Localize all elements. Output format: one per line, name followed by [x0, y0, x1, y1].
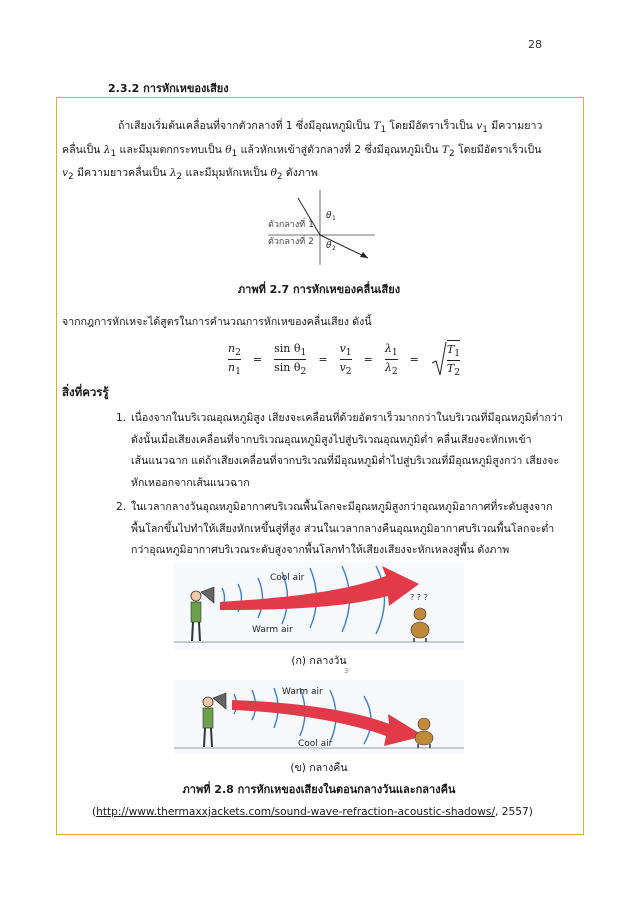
fraction-bar: [228, 359, 241, 360]
fraction-n: [228, 342, 241, 377]
figure-2-8-caption: ภาพที่ 2.8 การหักเหของเสียงในตอนกลางวันและกลางคืน: [182, 783, 456, 796]
night-caption: (ข) กลางคืน: [290, 762, 348, 774]
intro-text: และมีมุมหักเหเป็น: [182, 167, 271, 179]
intro-text: และมีมุมตกกระทบเป็น: [116, 144, 226, 156]
equals-sign: =: [363, 352, 373, 366]
night-illustration: [174, 680, 464, 754]
fraction-sin: [274, 342, 306, 377]
item-1-text: [131, 408, 586, 494]
equals-sign: =: [318, 352, 328, 366]
subscript: 2: [391, 365, 398, 377]
item-1-line: เส้นแนวฉาก แต่ถ้าเสียงเคลื่อนที่จากบริเวณที่มีอุณหภูมิต่ำไปสู่บริเวณที่มีอุณหภูมิสูงกว่า เสียงจะ: [131, 455, 560, 467]
day-bottom-label: Warm air: [252, 625, 293, 635]
n1: n: [228, 360, 236, 374]
symbol-theta2: θ: [270, 167, 277, 179]
should-know-heading: สิ่งที่ควรรู้: [62, 385, 109, 399]
T1: T: [446, 343, 455, 356]
equals-sign: =: [409, 352, 419, 366]
sqrt-icon: [431, 341, 447, 377]
subscript: 1: [482, 125, 488, 136]
fraction-bar: [340, 359, 352, 360]
subscript: 2: [448, 149, 455, 160]
daytime-illustration: [174, 562, 464, 650]
page-number: 28: [528, 38, 542, 51]
item-1-line: หักเหออกจากเส้นแนวฉาก: [131, 476, 250, 489]
night-bottom-label: Cool air: [298, 739, 333, 749]
subscript: 1: [110, 149, 117, 160]
refraction-formula: [228, 340, 460, 378]
subscript: 2: [176, 172, 183, 183]
subscript: 1: [380, 125, 387, 136]
subscript: 2: [300, 365, 307, 377]
item-2-number: 2.: [116, 501, 127, 513]
item-1-line: ดังนั้นเมื่อเสียงเคลื่อนที่จากบริเวณอุณหภูมิสูงไปสู่บริเวณอุณหภูมิต่ำ คลื่นเสียงจะหักเหเข้า: [131, 433, 532, 446]
fraction-T: [447, 340, 460, 378]
v2: v: [339, 360, 346, 374]
night-top-label: Warm air: [282, 687, 323, 697]
intro-text: มีความยาวคลื่นเป็น: [73, 167, 170, 179]
fraction-v: [340, 342, 352, 377]
intro-text: โดยมีอัตราเร็วเป็น: [454, 144, 542, 156]
lambda2: λ: [384, 360, 392, 374]
subscript: 2: [345, 365, 352, 377]
subscript: 1: [454, 348, 461, 360]
day-caption: (ก) กลางวัน: [291, 655, 347, 667]
subscript: 2: [235, 346, 241, 358]
symbol-T1: T: [373, 120, 381, 132]
figure-2-7-caption: ภาพที่ 2.7 การหักเหของคลื่นเสียง: [237, 283, 401, 296]
intro-text: มีความยาว: [487, 120, 543, 132]
item-2-line: ในเวลากลางวันอุณหภูมิอากาศบริเวณพื้นโลกจะมีอุณหภูมิสูงกว่าอุณหภูมิอากาศที่ระดับสูงจาก: [131, 501, 553, 513]
item-2-line: กว่าอุณหภูมิอากาศบริเวณระดับสูงจากพื้นโลกทำให้เสียงเสียงจะหักเหลงสู่พื้น ดังภาพ: [131, 544, 510, 556]
subscript: 2: [276, 172, 283, 183]
subscript: 1: [235, 365, 241, 377]
symbol-T2: T: [441, 144, 449, 156]
sin-theta2: sin θ: [274, 360, 301, 374]
question-marks: ? ? ?: [410, 593, 428, 602]
symbol-lambda1: λ: [103, 144, 111, 156]
stray-mark: 3: [344, 667, 349, 675]
item-1-line: เนื่องจากในบริเวณอุณหภูมิสูง เสียงจะเคลื่อนที่ด้วยอัตราเร็วมากกว่าในบริเวณที่มีอุณหภูมิต่ำกว่า: [131, 412, 563, 424]
medium-2-label: ตัวกลางที่ 2: [268, 237, 314, 247]
day-top-label: Cool air: [270, 573, 305, 583]
intro-text: ถ้าเสียงเริ่มต้นเคลื่อนที่จากตัวกลางที่ 1 ซึ่งมีอุณหภูมิเป็น: [118, 120, 374, 132]
intro-line-3: [62, 163, 578, 188]
intro-text: ดังภาพ: [282, 167, 318, 179]
ray-arrowhead: [360, 252, 368, 258]
source-citation: [92, 806, 533, 818]
medium-1-label: ตัวกลางที่ 1: [268, 220, 314, 230]
subscript: 2: [454, 367, 461, 379]
subscript: 1: [391, 346, 398, 358]
symbol-v1: v: [476, 120, 483, 132]
intro-text: โดยมีอัตราเร็วเป็น: [386, 120, 477, 132]
symbol-theta1: θ: [225, 144, 232, 156]
fraction-lambda: [385, 342, 398, 377]
symbol-v2: v: [62, 167, 68, 179]
fraction-bar: [385, 359, 398, 360]
fraction-bar: [274, 359, 306, 360]
formula-intro: จากกฎการหักเหจะได้สูตรในการคำนวณการหักเหของคลื่นเสียง ดังนี้: [62, 316, 372, 328]
equals-sign: =: [252, 352, 263, 366]
T2: T: [446, 362, 455, 376]
source-paren: (: [92, 806, 97, 818]
lambda1: λ: [384, 341, 392, 355]
source-year: , 2557): [495, 806, 533, 818]
fraction-bar: [447, 360, 460, 361]
section-heading: 2.3.2 การหักเหของเสียง: [108, 82, 229, 95]
subscript: 2: [68, 172, 74, 183]
theta2-subscript: 2: [332, 245, 336, 252]
source-link[interactable]: http://www.thermaxxjackets.com/sound-wave-refraction-acoustic-shadows/: [96, 806, 496, 818]
item-1-number: 1.: [116, 412, 127, 424]
subscript: 1: [231, 149, 238, 160]
intro-line-1: [62, 116, 578, 141]
theta2-label: θ: [326, 241, 332, 251]
item-2-line: พื้นโลกขึ้นไปทำให้เสียงหักเหขึ้นสู่ที่สูง ส่วนในเวลากลางคืนอุณหภูมิอากาศบริเวณพื้นโลกจะต่ำ: [131, 522, 555, 535]
item-2-text: [131, 497, 586, 562]
intro-text: คลื่นเป็น: [62, 144, 104, 156]
n2: n: [228, 341, 236, 355]
symbol-lambda2: λ: [169, 167, 177, 179]
intro-text: แล้วหักเหเข้าสู่ตัวกลางที่ 2 ซึ่งมีอุณหภูมิเป็น: [237, 144, 442, 156]
theta1-subscript: 1: [332, 215, 336, 222]
intro-line-2: [62, 140, 578, 165]
subscript: 1: [300, 346, 307, 358]
sin-theta1: sin θ: [274, 341, 301, 355]
subscript: 1: [345, 346, 352, 358]
v1: v: [339, 341, 346, 355]
sqrt-group: [431, 340, 460, 378]
theta1-label: θ: [326, 211, 332, 221]
